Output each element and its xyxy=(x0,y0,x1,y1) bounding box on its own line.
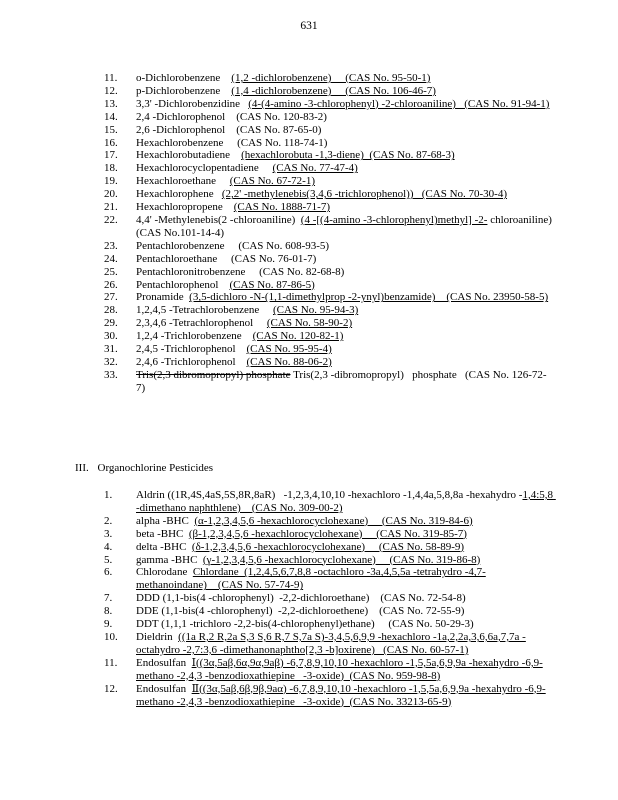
item-number: 11. xyxy=(104,656,118,669)
item-text: (3,5-dichloro -N-(1,1-dimethylprop -2-ynyl)benzamide) (CAS No. 23950-58-5) xyxy=(189,291,549,304)
item-text: Dieldrin xyxy=(136,630,179,643)
item-text: Pentachlorophenol xyxy=(136,278,230,291)
item-number: 6. xyxy=(104,566,113,579)
list-item xyxy=(104,369,554,395)
item-text: Pentachlorobenzene (CAS No. 608-93-5) xyxy=(136,239,330,252)
item-text: 1,2,4 -Trichlorobenzene xyxy=(136,330,253,343)
item-number: 14. xyxy=(104,110,118,123)
item-number: 27. xyxy=(104,291,118,304)
item-text: 2,4,5 -Trichlorophenol xyxy=(136,343,247,356)
list-item xyxy=(104,554,554,567)
item-text: alpha -BHC xyxy=(136,514,195,527)
item-number: 21. xyxy=(104,201,118,214)
list-item xyxy=(104,605,554,618)
list-item xyxy=(104,541,554,554)
item-text: (CAS No. 67-72-1) xyxy=(229,175,316,188)
list-item xyxy=(104,489,554,515)
item-number: 5. xyxy=(104,553,113,566)
item-text: Hexachlorobenzene (CAS No. 118-74-1) xyxy=(136,136,328,149)
item-text: 2,6 -Dichlorophenol (CAS No. 87-65-0) xyxy=(136,123,322,136)
item-text: 2,3,4,6 -Tetrachlorophenol xyxy=(136,317,267,330)
list-item xyxy=(104,291,554,304)
item-text: (2,2' -methylenebis(3,4,6 -trichlorophenol)) (CAS No. 70-30-4) xyxy=(221,188,508,201)
item-text: Endosulfan xyxy=(136,656,192,669)
list-item xyxy=(104,137,554,150)
page-number: 631 xyxy=(300,20,318,32)
item-number: 4. xyxy=(104,540,113,553)
item-number: 18. xyxy=(104,162,118,175)
item-number: 31. xyxy=(104,343,118,356)
item-text: (CAS No. 87-86-5) xyxy=(229,278,315,291)
item-text: (1,2 -dichlorobenzene) (CAS No. 95-50-1) xyxy=(231,72,431,84)
item-text: ((1a R,2 R,2a S,3 S,6 R,7 S,7a S)-3,4,5,6,9,9 -hexachloro -1a,2,2a,3,6,6a,7,7a -octahydro -2,7:3,6 -dimethanonaphtho[2,3 -b]oxirene) (CAS No. 60-57-1) xyxy=(136,630,526,656)
list-item xyxy=(104,304,554,317)
item-text: Endosulfan xyxy=(136,682,192,695)
list-item xyxy=(104,618,554,631)
list-item xyxy=(104,111,554,124)
item-number: 15. xyxy=(104,123,118,136)
item-text: (CAS No. 120-82-1) xyxy=(252,330,344,343)
list-item xyxy=(104,253,554,266)
item-number: 1. xyxy=(104,489,113,501)
item-text: Pronamide xyxy=(136,291,190,304)
chemical-list-a xyxy=(104,72,561,395)
item-number: 9. xyxy=(104,618,113,631)
list-item xyxy=(104,72,554,85)
item-text: (CAS No. 58-90-2) xyxy=(266,317,353,330)
item-text: (CAS No. 95-95-4) xyxy=(246,343,332,356)
item-number: 24. xyxy=(104,252,118,265)
item-text: beta -BHC xyxy=(136,527,189,540)
item-text: (1,4 -dichlorobenzene) (CAS No. 106-46-7) xyxy=(231,84,436,97)
list-item xyxy=(104,566,554,592)
item-number: 20. xyxy=(104,188,118,201)
item-text: Tris(2,3 -dibromopropyl) phosphate (CAS No. 126-72-7) xyxy=(136,368,547,394)
list-item xyxy=(104,124,554,137)
item-number: 16. xyxy=(104,136,118,149)
item-text: Aldrin ((1R,4S,4aS,5S,8R,8aR) -1,2,3,4,10,10 -hexachloro -1,4,4a,5,8,8a -hexahydro - xyxy=(136,489,523,501)
item-text: (CAS No. 88-06-2) xyxy=(246,355,332,368)
list-item xyxy=(104,201,554,214)
item-text: (γ-1,2,3,4,5,6 -hexachlorocyclohexane) (CAS No. 319-86-8) xyxy=(202,553,481,566)
item-text: 1,4:5,8 -dimethano naphthlene) (CAS No. 309-00-2) xyxy=(136,489,556,514)
list-item xyxy=(104,279,554,292)
item-text: gamma -BHC xyxy=(136,553,203,566)
item-text: DDE (1,1-bis(4 -chlorophenyl) -2,2-dichloroethene) (CAS No. 72-55-9) xyxy=(136,605,465,618)
item-text: (4-(4-amino -3-chlorophenyl) -2-chloroaniline) (CAS No. 91-94-1) xyxy=(248,97,550,110)
item-text: p-Dichlorobenzene xyxy=(136,84,232,97)
list-item xyxy=(104,592,554,605)
item-number: 30. xyxy=(104,330,118,343)
item-number: 26. xyxy=(104,278,118,291)
item-text: Hexachloroethane xyxy=(136,175,230,188)
item-number: 8. xyxy=(104,605,113,618)
item-number: 13. xyxy=(104,97,118,110)
item-number: 10. xyxy=(104,630,118,643)
item-number: 3. xyxy=(104,527,113,540)
item-text: 2,4 -Dichlorophenol (CAS No. 120-83-2) xyxy=(136,110,327,123)
list-item xyxy=(104,188,554,201)
item-text: Chlorodane xyxy=(136,566,193,579)
list-item xyxy=(104,515,554,528)
item-number: 22. xyxy=(104,213,118,226)
list-item xyxy=(104,149,554,162)
list-item xyxy=(104,356,554,369)
item-text: (β-1,2,3,4,5,6 -hexachlorocyclohexane) (CAS No. 319-85-7) xyxy=(188,527,467,540)
item-number: 12. xyxy=(104,84,118,97)
item-text: (α-1,2,3,4,5,6 -hexachlorocyclohexane) (CAS No. 319-84-6) xyxy=(194,514,473,527)
item-text: o-Dichlorobenzene xyxy=(136,72,232,84)
list-item xyxy=(104,683,554,709)
item-number: 12. xyxy=(104,682,118,695)
item-text: Hexachlorobutadiene xyxy=(136,149,242,162)
list-item xyxy=(104,657,554,683)
list-item xyxy=(104,162,554,175)
item-text: Pentachloroethane (CAS No. 76-01-7) xyxy=(136,252,317,265)
item-number: 17. xyxy=(104,149,118,162)
list-item xyxy=(104,213,561,240)
list-item xyxy=(104,343,554,356)
item-text: Chlordane (1,2,4,5,6,7,8,8 -octachloro -3a,4,5,5a -tetrahydro -4,7-methanoindane) (CAS No. 57-74-9) xyxy=(136,566,486,592)
item-number: 23. xyxy=(104,239,118,252)
item-text: delta -BHC xyxy=(136,540,192,553)
section-title: Organochlorine Pesticides xyxy=(97,462,214,474)
pesticide-list xyxy=(104,489,554,708)
section-heading xyxy=(75,462,213,474)
item-text: (hexachlorobuta -1,3-diene) (CAS No. 87-68-3) xyxy=(241,149,455,162)
item-text: (δ-1,2,3,4,5,6 -hexachlorocyclohexane) (CAS No. 58-89-9) xyxy=(191,540,465,553)
item-text: 4,4' -Methylenebis(2 -chloroaniline) xyxy=(136,213,301,226)
list-item xyxy=(104,528,554,541)
section-numeral: III. xyxy=(75,462,89,474)
item-text: 3,3' -Dichlorobenzidine xyxy=(136,97,249,110)
item-text: Ⅰ((3α,5aβ,6α,9α,9aβ) -6,7,8,9,10,10 -hexachloro -1,5,5a,6,9,9a -hexahydro -6,9-methano -2,4,3 -benzodioxathiepine -3-oxide) (CAS No. 959-98-8) xyxy=(136,656,543,682)
item-text: DDD (1,1-bis(4 -chlorophenyl) -2,2-dichloroethane) (CAS No. 72-54-8) xyxy=(136,592,466,605)
item-number: 29. xyxy=(104,317,118,330)
item-text: Pentachloronitrobenzene (CAS No. 82-68-8) xyxy=(136,265,345,278)
item-text: Hexachlorophene xyxy=(136,188,222,201)
item-number: 28. xyxy=(104,304,118,317)
item-text: Hexachlorocyclopentadiene xyxy=(136,162,273,175)
item-text: (CAS No. 77-47-4) xyxy=(272,162,358,175)
list-item xyxy=(104,175,554,188)
item-text: 1,2,4,5 -Tetrachlorobenzene xyxy=(136,304,273,317)
list-item xyxy=(104,98,554,111)
item-number: 19. xyxy=(104,175,118,188)
item-text: (CAS No. 1888-71-7) xyxy=(233,201,330,214)
item-number: 11. xyxy=(104,72,118,84)
item-text: DDT (1,1,1 -trichloro -2,2-bis(4-chlorophenyl)ethane) (CAS No. 50-29-3) xyxy=(136,618,474,631)
list-item xyxy=(104,85,554,98)
item-text: chloroaniline) (CAS No.101-14-4) xyxy=(136,213,561,239)
item-text: Ⅱ((3α,5aβ,6β,9β,9aα) -6,7,8,9,10,10 -hexachloro -1,5,5a,6,9,9a -hexahydro -6,9-methano -2,4,3 -benzodioxathiepine -3-oxide) (CAS No. 33213-65-9) xyxy=(136,682,546,708)
item-number: 33. xyxy=(104,368,118,381)
item-text: Tris(2,3 dibromopropyl) phosphate xyxy=(136,368,291,381)
item-number: 7. xyxy=(104,592,113,605)
item-number: 25. xyxy=(104,265,118,278)
item-number: 2. xyxy=(104,514,113,527)
list-item xyxy=(104,240,554,253)
item-text: 2,4,6 -Trichlorophenol xyxy=(136,355,247,368)
item-text: Hexachloropropene xyxy=(136,201,234,214)
item-text: (4 -[(4-amino -3-chlorophenyl)methyl] -2- xyxy=(300,213,488,226)
item-text: (CAS No. 95-94-3) xyxy=(272,304,359,317)
list-item xyxy=(104,631,554,657)
list-item xyxy=(104,317,554,330)
list-item xyxy=(104,266,554,279)
list-item xyxy=(104,330,554,343)
item-number: 32. xyxy=(104,355,118,368)
